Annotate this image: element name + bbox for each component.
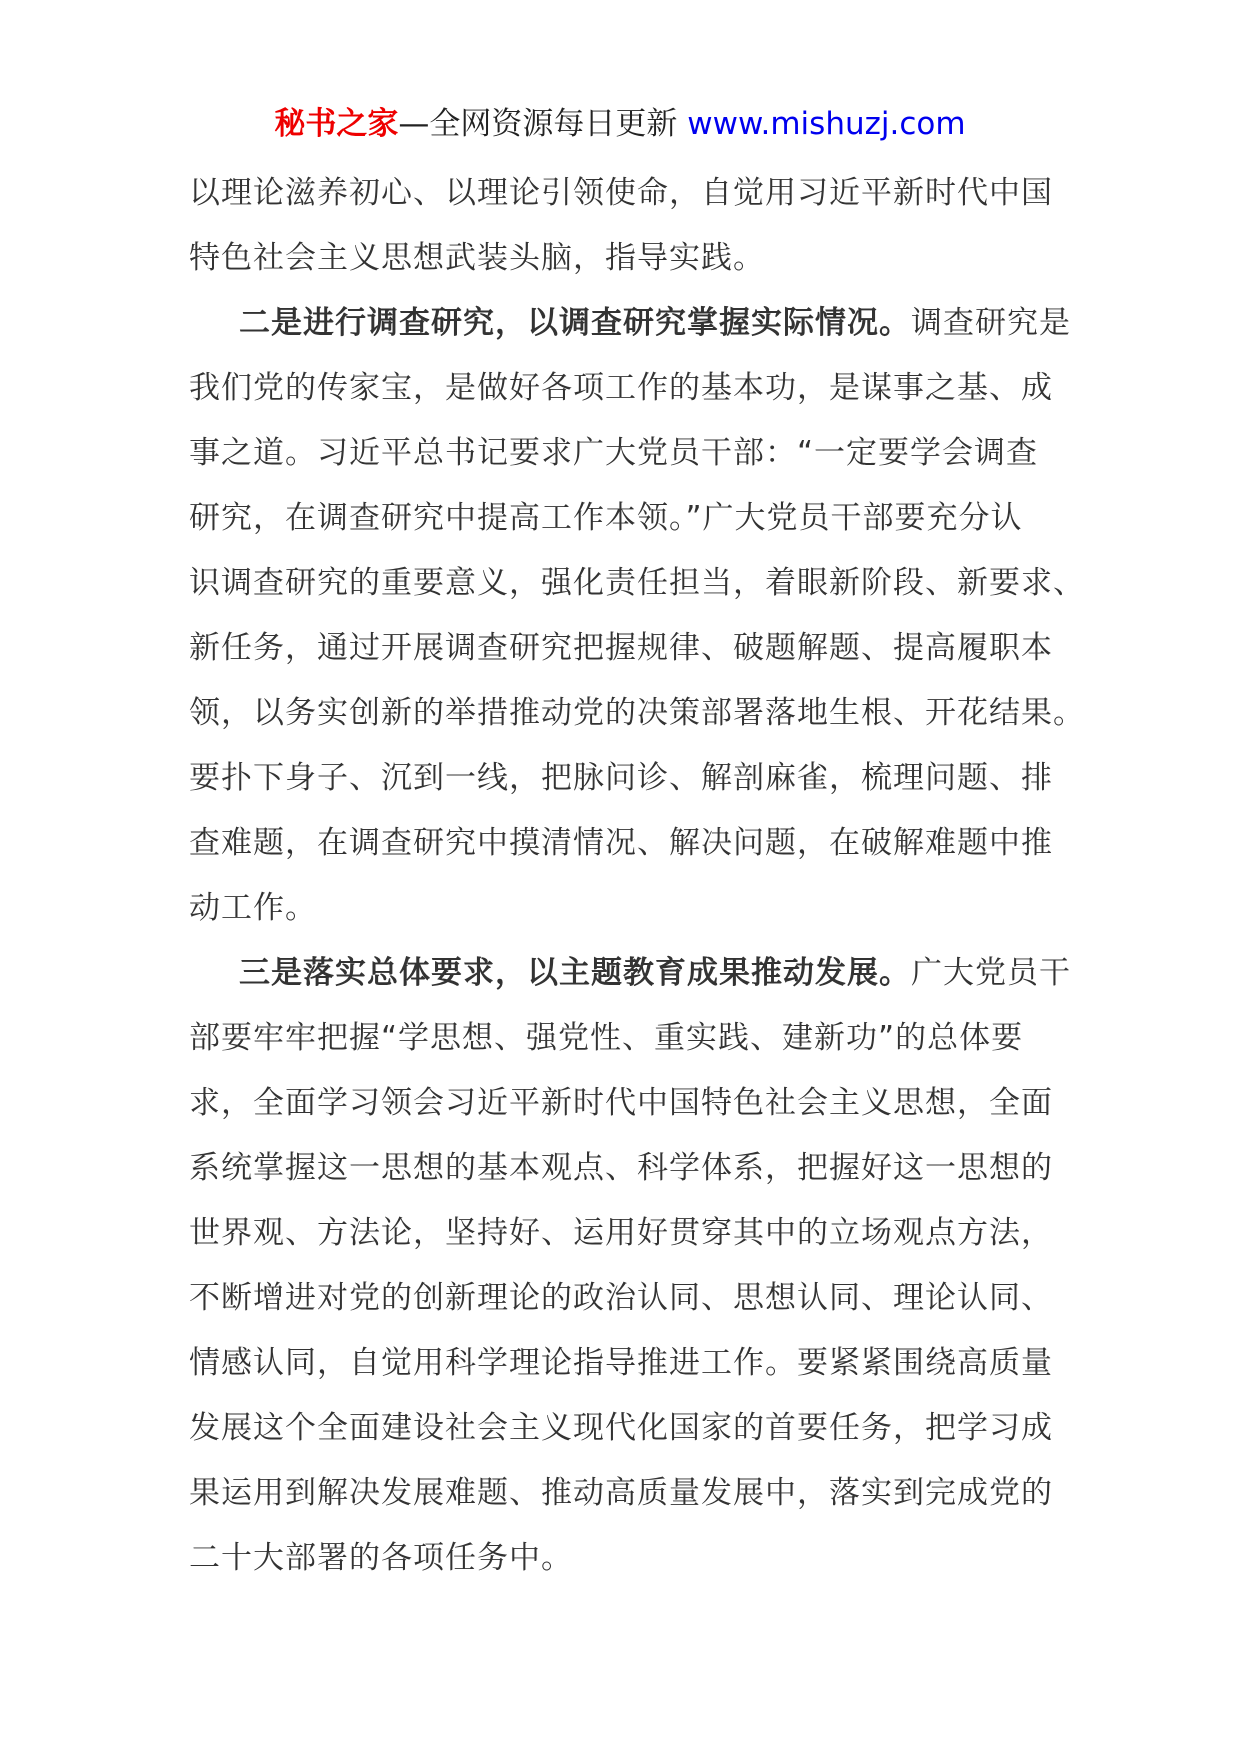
paragraph-line: 二十大部署的各项任务中。 — [189, 1540, 573, 1576]
paragraph-line: 以理论滋养初心、以理论引领使命，自觉用习近平新时代中国 — [189, 175, 1053, 211]
paragraph-line: 事之道。习近平总书记要求广大党员干部：“一定要学会调查 — [189, 435, 1039, 471]
page-header — [0, 100, 1240, 148]
paragraph-line: 不断增进对党的创新理论的政治认同、思想认同、理论认同、 — [189, 1280, 1053, 1316]
paragraph-lead-heading: 三是落实总体要求，以主题教育成果推动发展。 — [239, 955, 911, 991]
paragraph-line: 情感认同，自觉用科学理论指导推进工作。要紧紧围绕高质量 — [189, 1345, 1053, 1381]
header-brand: 秘书之家 — [274, 106, 399, 142]
paragraph-line: 求，全面学习领会习近平新时代中国特色社会主义思想，全面 — [189, 1085, 1053, 1121]
header-url-link[interactable]: www.mishuzj.com — [687, 106, 966, 142]
paragraph-first-line — [189, 941, 1089, 1006]
paragraph-first-line — [189, 291, 1089, 356]
paragraph-line: 新任务，通过开展调查研究把握规律、破题解题、提高履职本 — [189, 630, 1053, 666]
document-body — [189, 161, 1089, 1591]
paragraph-line: 识调查研究的重要意义，强化责任担当，着眼新阶段、新要求、 — [189, 565, 1085, 601]
header-slogan: —全网资源每日更新 — [398, 106, 678, 142]
paragraph-lead-rest: 调查研究是 — [911, 305, 1071, 341]
paragraph-line: 部要牢牢把握“学思想、强党性、重实践、建新功”的总体要 — [189, 1020, 1024, 1056]
paragraph-line: 动工作。 — [189, 890, 317, 926]
paragraph-line: 要扑下身子、沉到一线，把脉问诊、解剖麻雀，梳理问题、排 — [189, 760, 1053, 796]
paragraph-2 — [189, 291, 1089, 941]
paragraph-line: 查难题，在调查研究中摸清情况、解决问题，在破解难题中推 — [189, 825, 1053, 861]
paragraph-line: 领，以务实创新的举措推动党的决策部署落地生根、开花结果。 — [189, 695, 1085, 731]
paragraph-line: 世界观、方法论，坚持好、运用好贯穿其中的立场观点方法， — [189, 1215, 1053, 1251]
paragraph-line: 果运用到解决发展难题、推动高质量发展中，落实到完成党的 — [189, 1475, 1053, 1511]
paragraph-3 — [189, 941, 1089, 1591]
paragraph-line: 发展这个全面建设社会主义现代化国家的首要任务，把学习成 — [189, 1410, 1053, 1446]
paragraph-line: 我们党的传家宝，是做好各项工作的基本功，是谋事之基、成 — [189, 370, 1053, 406]
paragraph-lead-rest: 广大党员干 — [911, 955, 1071, 991]
paragraph-line: 研究，在调查研究中提高工作本领。”广大党员干部要充分认 — [189, 500, 1023, 536]
paragraph-1 — [189, 161, 1089, 291]
paragraph-line: 系统掌握这一思想的基本观点、科学体系，把握好这一思想的 — [189, 1150, 1053, 1186]
paragraph-lead-heading: 二是进行调查研究，以调查研究掌握实际情况。 — [239, 305, 911, 341]
paragraph-line: 特色社会主义思想武装头脑，指导实践。 — [189, 240, 765, 276]
